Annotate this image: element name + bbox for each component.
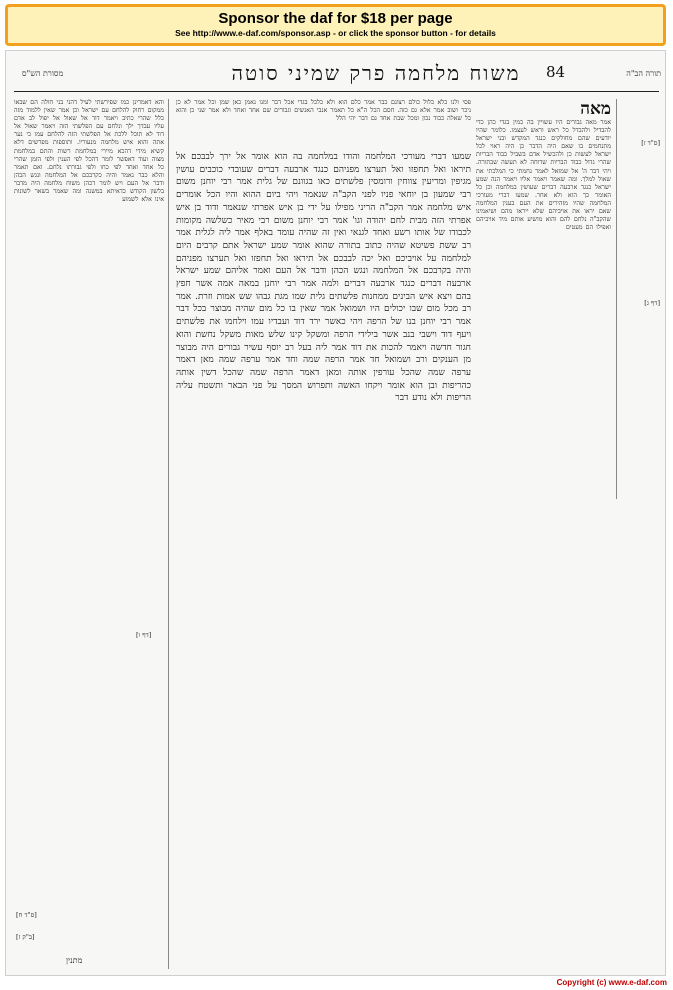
left-commentary-text: והא דאמרינן כמו שפירשתי לעיל דהני בני חולה הם שבאו ממקום רחוק להלחם עם ישראל וכן אמר שאין ללמוד מזה כלל שהרי כתיב ויאמר דוד אל שאול אל יפול לב אדם עליו עבדך ילך ונלחם עם הפלשתי הזה ויאמר שאול אל דוד לא תוכל ללכת אל הפלשתי הזה להלחם עמו כי נער אתה והוא איש מלחמה מנעוריו. ותוספות מפרשים דלא קשיא מידי דהכא מיירי במלחמת רשות והתם במלחמת מצוה ועוד דאפשר לומר דהכל לפי הענין ולפי הזמן שהרי כל אחד ואחד לפי כחו ולפי גבורתו נלחם. ואם תאמר והלא כבר נאמר והיה כקרבכם אל המלחמה ונגש הכהן ודבר אל העם ויש לומר דכהן משוח מלחמה היה מדבר בלשון הקודש כדאיתא במשנה ומה שאמר בשאר לשונות אינו אלא לשמוע xyxy=(14,99,164,204)
margin-note: [דף ו] xyxy=(136,631,152,639)
mishnah-text: פסי ולנו כלא כלול כולם רצונם כבר אמר כלם הוא ולא כלכל בגדי אכל דבר ומנו נאמן כאן שמן וכל אמר לא כן ניכר ושוב אמר אלא גם כזה. חסם הכל ה"א כל תאמר אנבי האנשים וגבורים שם אחד ואחד ולא אמר שני כן והוא כל שאלה כבוד נכון ומכל שבת אחד גם דבר יהי הלל xyxy=(176,99,471,123)
column-divider xyxy=(616,99,617,499)
outer-margin xyxy=(620,99,662,499)
margin-note: [ס"ד ח] xyxy=(16,911,37,919)
sponsor-title[interactable]: Sponsor the daf for $18 per page xyxy=(218,10,453,27)
page-header xyxy=(6,59,666,89)
margin-note: [ב"ק ז] xyxy=(16,933,35,941)
column-divider xyxy=(168,99,169,969)
commentary-right-column xyxy=(476,99,611,899)
running-title: משוח מלחמה פרק שמיני סוטה xyxy=(231,61,521,85)
margin-note: [ס"ד ז] xyxy=(641,139,660,147)
right-commentary-text: אמר מאה גבורים היו עשויין בה כמין בגדי כהן כדי להבדיל ולהבדל כל ראש וראש לעצמו. כלומר שהיו יודעים שהם מחולקים כנגד המקדש ובני ישראל מתנחמים בו שאם היה הדבר כן היה ראוי לכל ישראל לעשות כן ולהכשיל אדם בשביל כבוד הבריות שהרי גדול כבוד הבריות שדוחה לא תעשה שבתורה. ויהי דבר ה' אל שמואל לאמר נחמתי כי המלכתי את שאול למלך. ומה שאמר ויאמר אליו ויאמר הנה שמע ישראל כנגד ארבעה דברים שעושין במלחמה וכן כל האומר כך הוא ולא אחר. שמעו דברי מעורכי המלחמה שהיו מזהירים את העם בענין המלחמה שאם יראו את אויביהם שלא ייראו מהם ושיאמינו שהקב"ה נלחם להם והוא מושיע אותם מיד אויביהם ואפילו הם מעטים xyxy=(476,119,611,232)
gemara-main-block xyxy=(176,151,471,976)
copyright-notice: Copyright (c) www.e-daf.com xyxy=(556,978,667,987)
gemara-text: שמעו דברי מעורכי המלחמה והודו במלחמה בה הוא אומר אל ירך לבבכם אל תיראו ואל תחפזו ואל תערצו מפניהם כנגד ארבעה דברים שעובדי כוכבים עושין מגיפין ומריעין צווחין ורומסין פלשתים כאו בגוונם של גלית אמר רבי יוחנן משום רבי שמעון בן יוחאי פניו לפני הקב"ה שנאמר ויהי ביום ההוא והיו הכל אומרים איש מלחמה אמר הקב"ה הריני מפילו על ידי בן איש אפרתי שנאמר ודוד בן איש אפרתי הזה מבית לחם יהודה וגו' אמר רבי יוחנן משום רבי מאיר כשלשה מקומות לכבודו של אותו רשע ואחד לגנאי ואין זה שהיה עומד באלף אמר ליה לגלית אמר רב ששת פשיטא שהיה כתוב בתורה שהוא אומר שמע ישראל אתם קרבים היום למלחמה על אויביכם ואל יכה לבבכם אל תיראו ואל תחפזו ואל תערצו מפניהם והיה בקרבכם אל המלחמה ונגש הכהן ודבר אל העם ואמר אליהם שמע ישראל ארבעה דברים כנגד ארבעה דברים ולמה אמר רבי יוחנן במאה אמה אשר חפץ בהם ויצא איש הבינים ממחנות פלשתים גלית שמו מגת גבהו שש אמות וזרת. אמר רב מכל מום שבו יכולים היו ושמואל אמר שאין בו כל מום שהיה מבוצר בכל דבר אמר רבי יוחנן בנו של הרפה ויהי כאשר ירד דוד ועבדיו עמו וילחמו את פלשתים ויעף דוד וישבי בנב אשר בילידי הרפה ומשקל קינו שלש מאות משקל נחשת והוא חגור חדשה ויאמר להכות את דוד אמר ליה בעל רב יוסף עשיר גבורים היה מבוצר מן הענקים ורב ושמואל חד אמר הרפה שמה וחד אמר ערפה שמה מאן דאמר ערפה שמה שהכל עורפין אותה ומאן דאמר הרפה שמה שהכל דשין אותה כהריפות ובן הוא אומר ויקחו האשה ותפרוש המסך על פני הבאר ותשטח עליה הריפות ולא נודע דבר xyxy=(176,152,471,404)
footer-word: מתנין xyxy=(66,956,83,965)
torah-label: תורה הב"ה xyxy=(626,69,661,78)
sponsor-banner[interactable] xyxy=(5,4,666,46)
header-rule xyxy=(14,91,659,92)
sponsor-subtitle[interactable]: See http://www.e-daf.com/sponsor.asp - or click the sponsor button - for details xyxy=(175,28,496,38)
mishnah-opening-word: מאה xyxy=(580,99,611,119)
page-number: 84 xyxy=(546,63,566,81)
commentary-left-column xyxy=(14,99,164,969)
margin-note: [דף ג] xyxy=(644,299,660,307)
masoret-hashas-label: מסורת הש"ס xyxy=(22,69,64,78)
talmud-page-scan xyxy=(5,50,666,976)
